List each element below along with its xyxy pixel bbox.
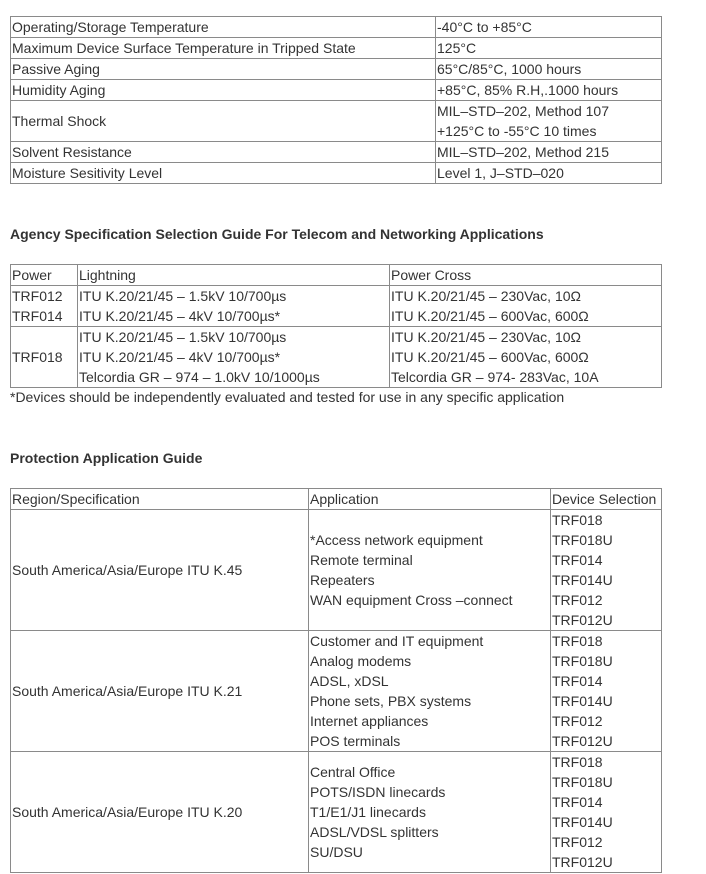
spec-label: Operating/Storage Temperature — [11, 17, 436, 38]
spec-value-line: +125°C to -55°C 10 times — [437, 123, 597, 139]
spec-value — [436, 17, 662, 38]
spec-value-line: 125°C — [437, 40, 477, 56]
application-item: Customer and IT equipment — [310, 633, 484, 649]
protection-header-row — [11, 489, 662, 510]
protection-row — [11, 631, 662, 752]
lightning-spec: ITU K.20/21/45 – 1.5kV 10/700µs — [79, 288, 287, 304]
device-item: TRF012U — [552, 733, 613, 749]
agency-header-row — [11, 265, 662, 286]
lightning-spec: ITU K.20/21/45 – 1.5kV 10/700µs — [79, 329, 287, 345]
agency-device-cell — [11, 327, 78, 388]
spec-label: Humidity Aging — [11, 80, 436, 101]
device-name: TRF012 — [12, 288, 63, 304]
application-item: Analog modems — [310, 653, 412, 669]
device-item: TRF012 — [552, 592, 603, 608]
device-item: TRF012U — [552, 854, 613, 870]
cross-spec: ITU K.20/21/45 – 230Vac, 10Ω — [391, 329, 581, 345]
application-cell — [309, 510, 551, 631]
region-header: Region/Specification — [11, 489, 309, 510]
spec-row — [11, 80, 662, 101]
agency-row — [11, 327, 662, 388]
power-cross-header: Power Cross — [390, 265, 662, 286]
device-item: TRF012 — [552, 834, 603, 850]
application-item: *Access network equipment — [310, 532, 483, 548]
spec-label: Passive Aging — [11, 59, 436, 80]
device-item: TRF018 — [552, 754, 603, 770]
application-header: Application — [309, 489, 551, 510]
device-item: TRF018 — [552, 512, 603, 528]
lightning-spec: ITU K.20/21/45 – 4kV 10/700µs* — [79, 308, 281, 324]
spec-value-line: 65°C/85°C, 1000 hours — [437, 61, 582, 77]
application-item: ADSL, xDSL — [310, 673, 389, 689]
device-cell — [551, 510, 662, 631]
protection-table — [10, 488, 662, 873]
spec-value-line: +85°C, 85% R.H,.1000 hours — [437, 82, 619, 98]
application-item: WAN equipment Cross –connect — [310, 592, 513, 608]
spec-value-line: MIL–STD–202, Method 215 — [437, 144, 609, 160]
device-item: TRF014U — [552, 693, 613, 709]
lightning-spec: Telcordia GR – 974 – 1.0kV 10/1000µs — [79, 369, 320, 385]
agency-lightning-cell — [78, 327, 390, 388]
spec-value — [436, 59, 662, 80]
cross-spec: ITU K.20/21/45 – 230Vac, 10Ω — [391, 288, 581, 304]
spec-value-line: MIL–STD–202, Method 107 — [437, 103, 609, 119]
spec-value — [436, 163, 662, 184]
device-item: TRF014U — [552, 572, 613, 588]
device-cell — [551, 752, 662, 873]
device-item: TRF014 — [552, 673, 603, 689]
spec-row — [11, 163, 662, 184]
application-item: SU/DSU — [310, 844, 363, 860]
spec-value-line: -40°C to +85°C — [437, 19, 532, 35]
power-header: Power — [11, 265, 78, 286]
application-item: Repeaters — [310, 572, 375, 588]
application-item: ADSL/VDSL splitters — [310, 824, 439, 840]
spec-value — [436, 142, 662, 163]
application-item: Remote terminal — [310, 552, 413, 568]
spec-value — [436, 101, 662, 142]
region-cell: South America/Asia/Europe ITU K.21 — [11, 631, 309, 752]
application-item: Phone sets, PBX systems — [310, 693, 472, 709]
spec-label: Moisture Sesitivity Level — [11, 163, 436, 184]
application-item: T1/E1/J1 linecards — [310, 804, 426, 820]
device-cell — [551, 631, 662, 752]
lightning-spec: ITU K.20/21/45 – 4kV 10/700µs* — [79, 349, 281, 365]
protection-heading: Protection Application Guide — [10, 450, 203, 466]
device-selection-header: Device Selection — [551, 489, 662, 510]
device-item: TRF018U — [552, 532, 613, 548]
agency-row — [11, 286, 662, 327]
region-cell: South America/Asia/Europe ITU K.20 — [11, 752, 309, 873]
agency-footnote: *Devices should be independently evaluated and tested for use in any specific application — [10, 389, 565, 405]
spec-label: Solvent Resistance — [11, 142, 436, 163]
spec-row — [11, 59, 662, 80]
spec-value — [436, 38, 662, 59]
device-item: TRF014 — [552, 794, 603, 810]
application-item: POTS/ISDN linecards — [310, 784, 446, 800]
device-name: TRF018 — [12, 349, 63, 365]
protection-row — [11, 752, 662, 873]
application-item: Internet appliances — [310, 713, 429, 729]
agency-table — [10, 264, 662, 388]
device-name: TRF014 — [12, 308, 63, 324]
region-cell: South America/Asia/Europe ITU K.45 — [11, 510, 309, 631]
device-item: TRF014U — [552, 814, 613, 830]
device-item: TRF014 — [552, 552, 603, 568]
spec-row — [11, 101, 662, 142]
application-cell — [309, 631, 551, 752]
device-item: TRF018U — [552, 774, 613, 790]
device-item: TRF012U — [552, 612, 613, 628]
device-item: TRF012 — [552, 713, 603, 729]
device-item: TRF018U — [552, 653, 613, 669]
agency-device-cell — [11, 286, 78, 327]
application-cell — [309, 752, 551, 873]
specifications-table — [10, 16, 662, 184]
spec-label: Thermal Shock — [11, 101, 436, 142]
spec-value — [436, 80, 662, 101]
application-item: Central Office — [310, 764, 396, 780]
spec-label: Maximum Device Surface Temperature in Tripped State — [11, 38, 436, 59]
cross-spec: ITU K.20/21/45 – 600Vac, 600Ω — [391, 308, 589, 324]
lightning-header: Lightning — [78, 265, 390, 286]
agency-lightning-cell — [78, 286, 390, 327]
cross-spec: ITU K.20/21/45 – 600Vac, 600Ω — [391, 349, 589, 365]
device-item: TRF018 — [552, 633, 603, 649]
spec-row — [11, 38, 662, 59]
agency-cross-cell — [390, 286, 662, 327]
spec-row — [11, 142, 662, 163]
protection-row — [11, 510, 662, 631]
spec-value-line: Level 1, J–STD–020 — [437, 165, 564, 181]
cross-spec: Telcordia GR – 974- 283Vac, 10A — [391, 369, 599, 385]
agency-cross-cell — [390, 327, 662, 388]
application-item: POS terminals — [310, 733, 401, 749]
agency-heading: Agency Specification Selection Guide For Telecom and Networking Applications — [10, 226, 544, 242]
spec-row — [11, 17, 662, 38]
